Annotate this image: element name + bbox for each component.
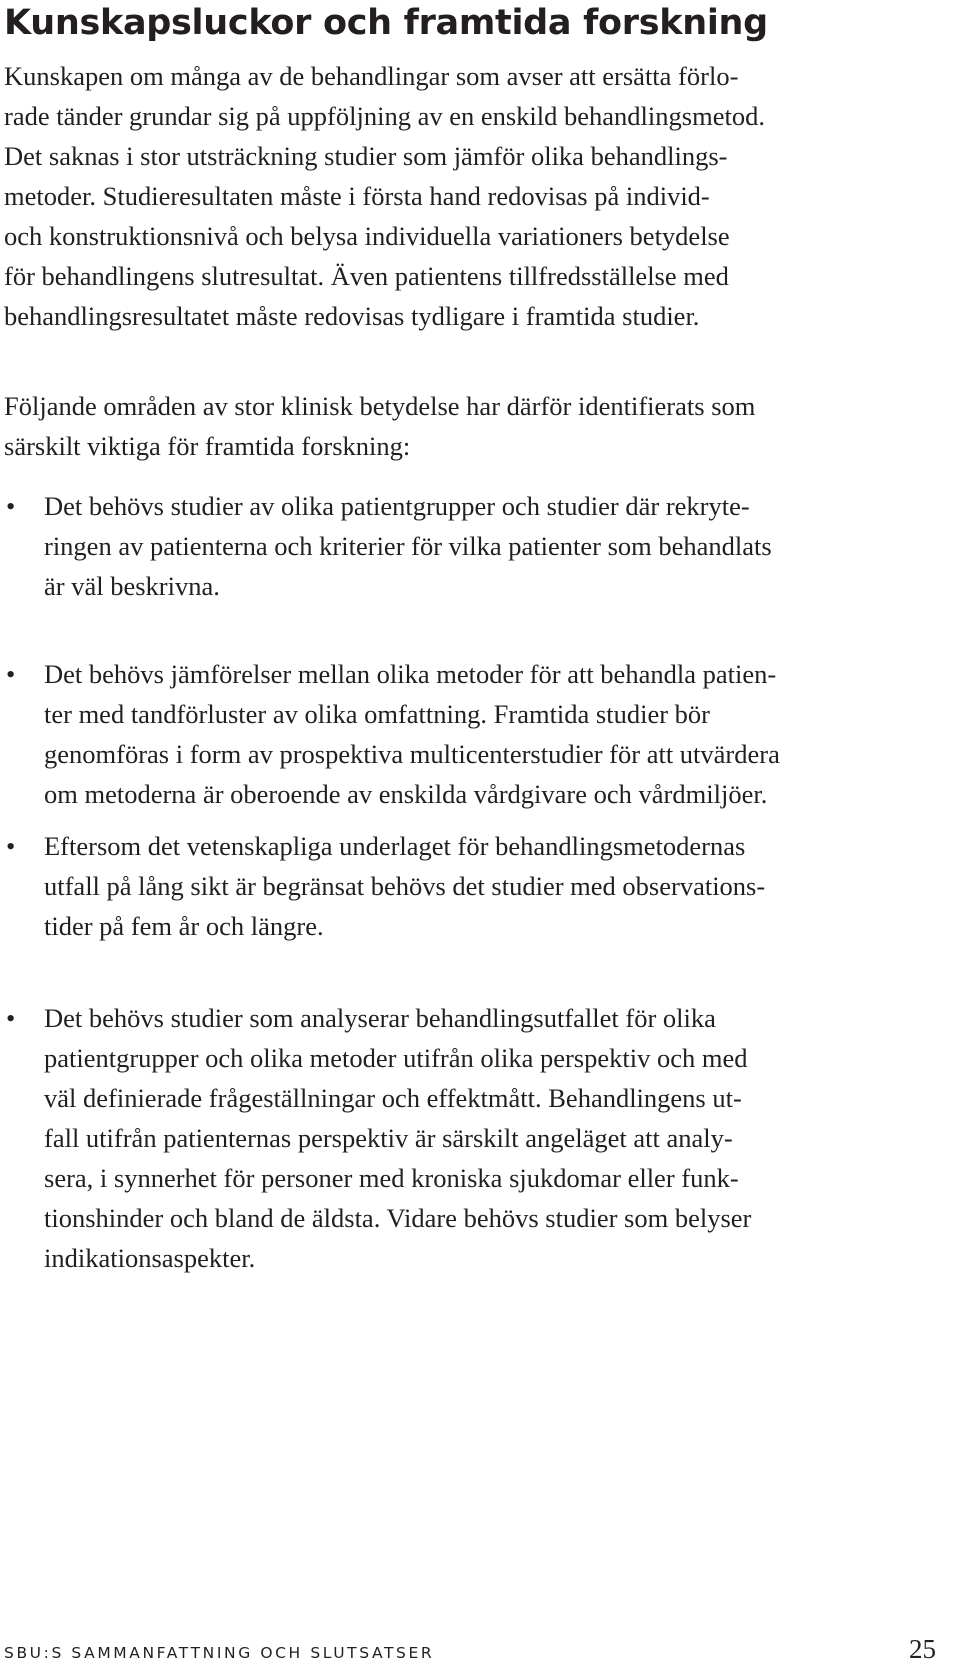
list-item-line: ringen av patienterna och kriterier för vilka patienter som behandlats xyxy=(44,531,772,561)
intro-paragraph xyxy=(4,56,929,336)
list-item-line: genomföras i form av prospektiva multicenterstudier för att utvärdera xyxy=(44,739,780,769)
list-item-line: Det behövs studier som analyserar behandlingsutfallet för olika xyxy=(44,1003,716,1033)
paragraph-line: behandlingsresultatet måste redovisas tydligare i framtida studier. xyxy=(4,301,700,331)
list-item-line: patientgrupper och olika metoder utifrån olika perspektiv och med xyxy=(44,1043,748,1073)
bullet-icon: • xyxy=(6,491,16,521)
lead-in-paragraph xyxy=(4,386,929,466)
list-item-line: väl definierade frågeställningar och effektmått. Behandlingens ut- xyxy=(44,1083,742,1113)
list-item-text xyxy=(44,486,772,606)
list-item-line: Eftersom det vetenskapliga underlaget för behandlingsmetodernas xyxy=(44,831,746,861)
list-item-line: sera, i synnerhet för personer med kroniska sjukdomar eller funk- xyxy=(44,1163,739,1193)
list-item-line: ter med tandförluster av olika omfattning. Framtida studier bör xyxy=(44,699,711,729)
list-item-text xyxy=(44,654,780,814)
paragraph-line: rade tänder grundar sig på uppföljning av en enskild behandlingsmetod. xyxy=(4,101,765,131)
list-item-line: tionshinder och bland de äldsta. Vidare behövs studier som belyser xyxy=(44,1203,752,1233)
list-item-line: Det behövs jämförelser mellan olika metoder för att behandla patien- xyxy=(44,659,777,689)
paragraph-line: särskilt viktiga för framtida forskning: xyxy=(4,431,411,461)
list-item-line: indikationsaspekter. xyxy=(44,1243,256,1273)
list-item-line: Det behövs studier av olika patientgrupper och studier där rekryte- xyxy=(44,491,750,521)
paragraph-line: och konstruktionsnivå och belysa individuella variationers betydelse xyxy=(4,221,730,251)
paragraph-line: metoder. Studieresultaten måste i första hand redovisas på individ- xyxy=(4,181,710,211)
list-item-line: utfall på lång sikt är begränsat behövs det studier med observations- xyxy=(44,871,766,901)
bullet-icon: • xyxy=(6,831,16,861)
paragraph-line: Följande områden av stor klinisk betydelse har därför identifierats som xyxy=(4,391,756,421)
section-heading: Kunskapsluckor och framtida forskning xyxy=(4,3,768,43)
list-item-line: fall utifrån patienternas perspektiv är särskilt angeläget att analy- xyxy=(44,1123,733,1153)
bullet-icon: • xyxy=(6,659,16,689)
list-item-line: om metoderna är oberoende av enskilda vårdgivare och vårdmiljöer. xyxy=(44,779,768,809)
paragraph-line: för behandlingens slutresultat. Även patientens tillfredsställelse med xyxy=(4,261,729,291)
page-number: 25 xyxy=(909,1634,936,1664)
list-item-text xyxy=(44,826,765,946)
bullet-icon: • xyxy=(6,1003,16,1033)
paragraph-line: Kunskapen om många av de behandlingar som avser att ersätta förlo- xyxy=(4,61,739,91)
list-item-text xyxy=(44,998,751,1278)
list-item-line: tider på fem år och längre. xyxy=(44,911,324,941)
paragraph-line: Det saknas i stor utsträckning studier som jämför olika behandlings- xyxy=(4,141,728,171)
list-item-line: är väl beskrivna. xyxy=(44,571,220,601)
running-footer-title: SBU:S SAMMANFATTNING OCH SLUTSATSER xyxy=(4,1644,435,1662)
